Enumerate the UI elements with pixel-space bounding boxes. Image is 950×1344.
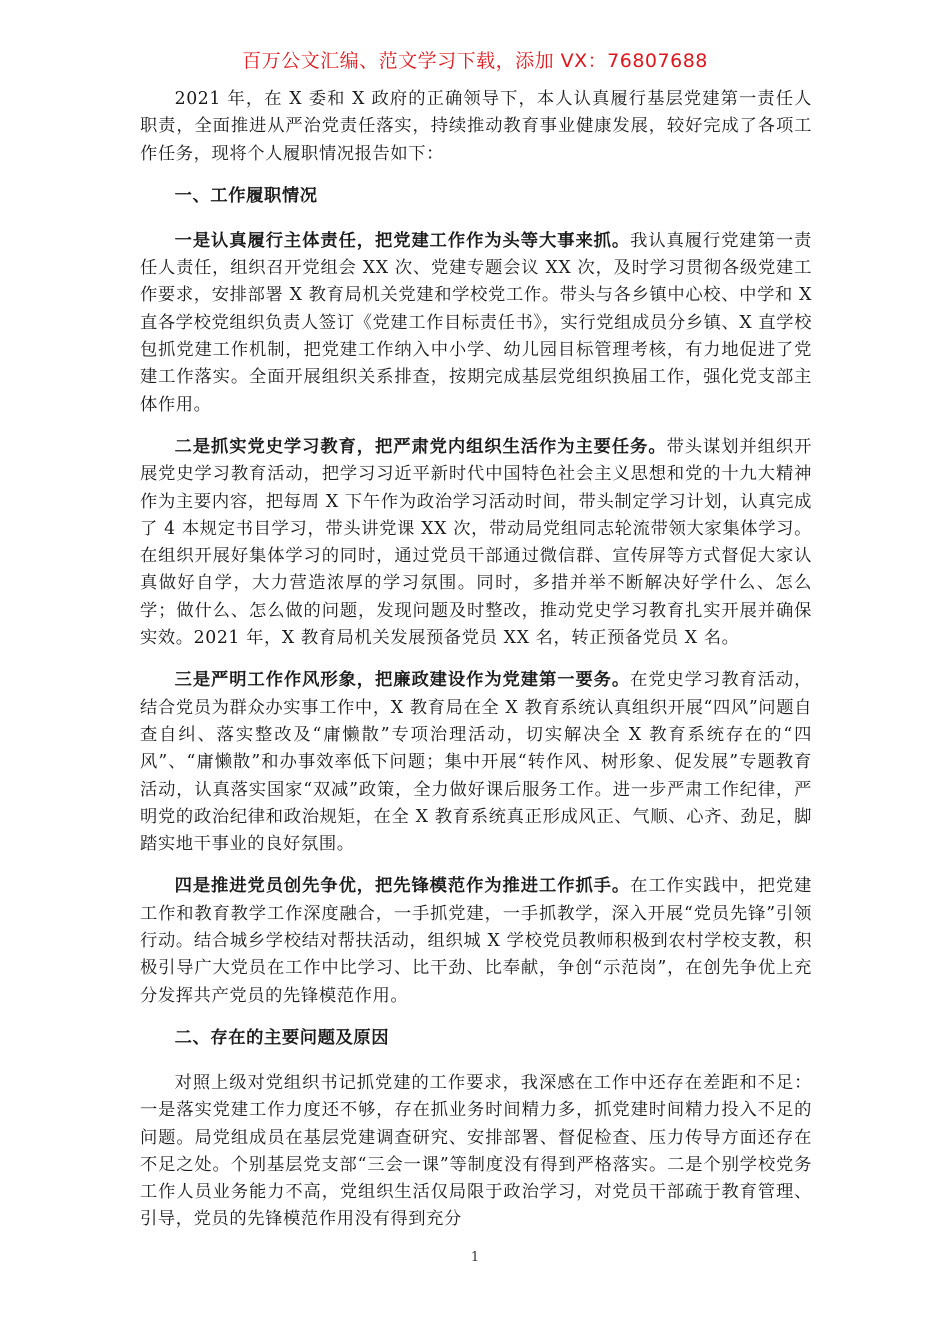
watermark-banner: 百万公文汇编、范文学习下载，添加 VX：76807688 bbox=[242, 50, 708, 72]
paragraph-lead: 一是认真履行主体责任，把党建工作作为头等大事来抓。 bbox=[174, 230, 631, 251]
section-heading-2: 二、存在的主要问题及原因 bbox=[174, 1027, 390, 1048]
intro-paragraph: 2021 年，在 X 委和 X 政府的正确领导下，本人认真履行基层党建第一责任人职责，全面推进从严治党责任落实，持续推动教育事业健康发展，较好完成了各项工作任务，现将个人履职情况报告如下： bbox=[140, 89, 812, 164]
paragraph-lead: 四是推进党员创先争优，把先锋模范作为推进工作抓手。 bbox=[174, 876, 631, 897]
paragraph-lead: 三是严明工作作风形象，把廉政建设作为党建第一要务。 bbox=[174, 670, 631, 691]
paragraph-text: 在党史学习教育活动，结合党员为群众办实事工作中，X 教育局在全 X 教育系统认真组织开展“四风”问题自查自纠、落实整改及“庸懒散”专项治理活动，切实解决全 X 教育系统存在的“四风”、“庸懒散”和办事效率低下问题；集中开展“转作风、树形象、促发展”专题教育活动，认真落实国家“双减”政策，全力做好课后服务工作。进一步严肃工作纪律，严明党的政治纪律和政治规矩，在全 X 教育系统真正形成风正、气顺、心齐、劲足，脚踏实地干事业的良好氛围。 bbox=[140, 670, 812, 855]
paragraph-lead: 二是抓实党史学习教育，把严肃党内组织生活作为主要任务。 bbox=[174, 436, 667, 457]
paragraph-text: 在工作实践中，把党建工作和教育教学工作深度融合，一手抓党建，一手抓教学，深入开展“党员先锋”引领行动。结合城乡学校结对帮扶活动，组织城 X 学校党员教师积极到农村学校支教，积极引导广大党员在工作中比学习、比干劲、比奉献，争创“示范岗”，在创先争优上充分发挥共产党员的先锋模范作用。 bbox=[140, 876, 812, 1006]
paragraph-text: 我认真履行党建第一责任人责任，组织召开党组会 XX 次、党建专题会议 XX 次，及时学习贯彻各级党建工作要求，安排部署 X 教育局机关党建和学校党工作。带头与各乡镇中心校、中学和 X 直各学校党组织负责人签订《党建工作目标责任书》，实行党组成员分乡镇、X 直学校包抓党建工作机制，把党建工作纳入中小学、幼儿园目标管理考核，有力地促进了党建工作落实。全面开展组织关系排查，按期完成基层党组织换届工作，强化党支部主体作用。 bbox=[140, 230, 812, 415]
section-heading-1: 一、工作履职情况 bbox=[174, 185, 318, 206]
duty-paragraph-2 bbox=[140, 434, 812, 652]
problems-paragraph: 对照上级对党组织书记抓党建的工作要求，我深感在工作中还存在差距和不足：一是落实党建工作力度还不够，存在抓业务时间精力多，抓党建时间精力投入不足的问题。局党组成员在基层党建调查研究、安排部署、督促检查、压力传导方面还存在不足之处。个别基层党支部“三会一课”等制度没有得到严格落实。二是个别学校党务工作人员业务能力不高，党组织生活仅局限于政治学习，对党员干部疏于教育管理、引导，党员的先锋模范作用没有得到充分 bbox=[140, 1072, 812, 1230]
duty-paragraph-1 bbox=[140, 228, 812, 419]
duty-paragraph-3 bbox=[140, 667, 812, 858]
document-body bbox=[140, 86, 812, 1249]
paragraph-text: 带头谋划并组织开展党史学习教育活动，把学习习近平新时代中国特色社会主义思想和党的十九大精神作为主要内容，把每周 X 下午作为政治学习活动时间，带头制定学习计划，认真完成了 4 本规定书目学习，带头讲党课 XX 次，带动局党组同志轮流带领大家集体学习。在组织开展好集体学习的同时，通过党员干部通过微信群、宣传屏等方式督促大家认真做好自学，大力营造浓厚的学习氛围。同时，多措并举不断解决好学什么、怎么学；做什么、怎么做的问题，发现问题及时整改，推动党史学习教育扎实开展并确保实效。2021 年，X 教育局机关发展预备党员 XX 名，转正预备党员 X 名。 bbox=[140, 436, 812, 649]
page-number: 1 bbox=[470, 1250, 480, 1265]
duty-paragraph-4 bbox=[140, 873, 812, 1009]
